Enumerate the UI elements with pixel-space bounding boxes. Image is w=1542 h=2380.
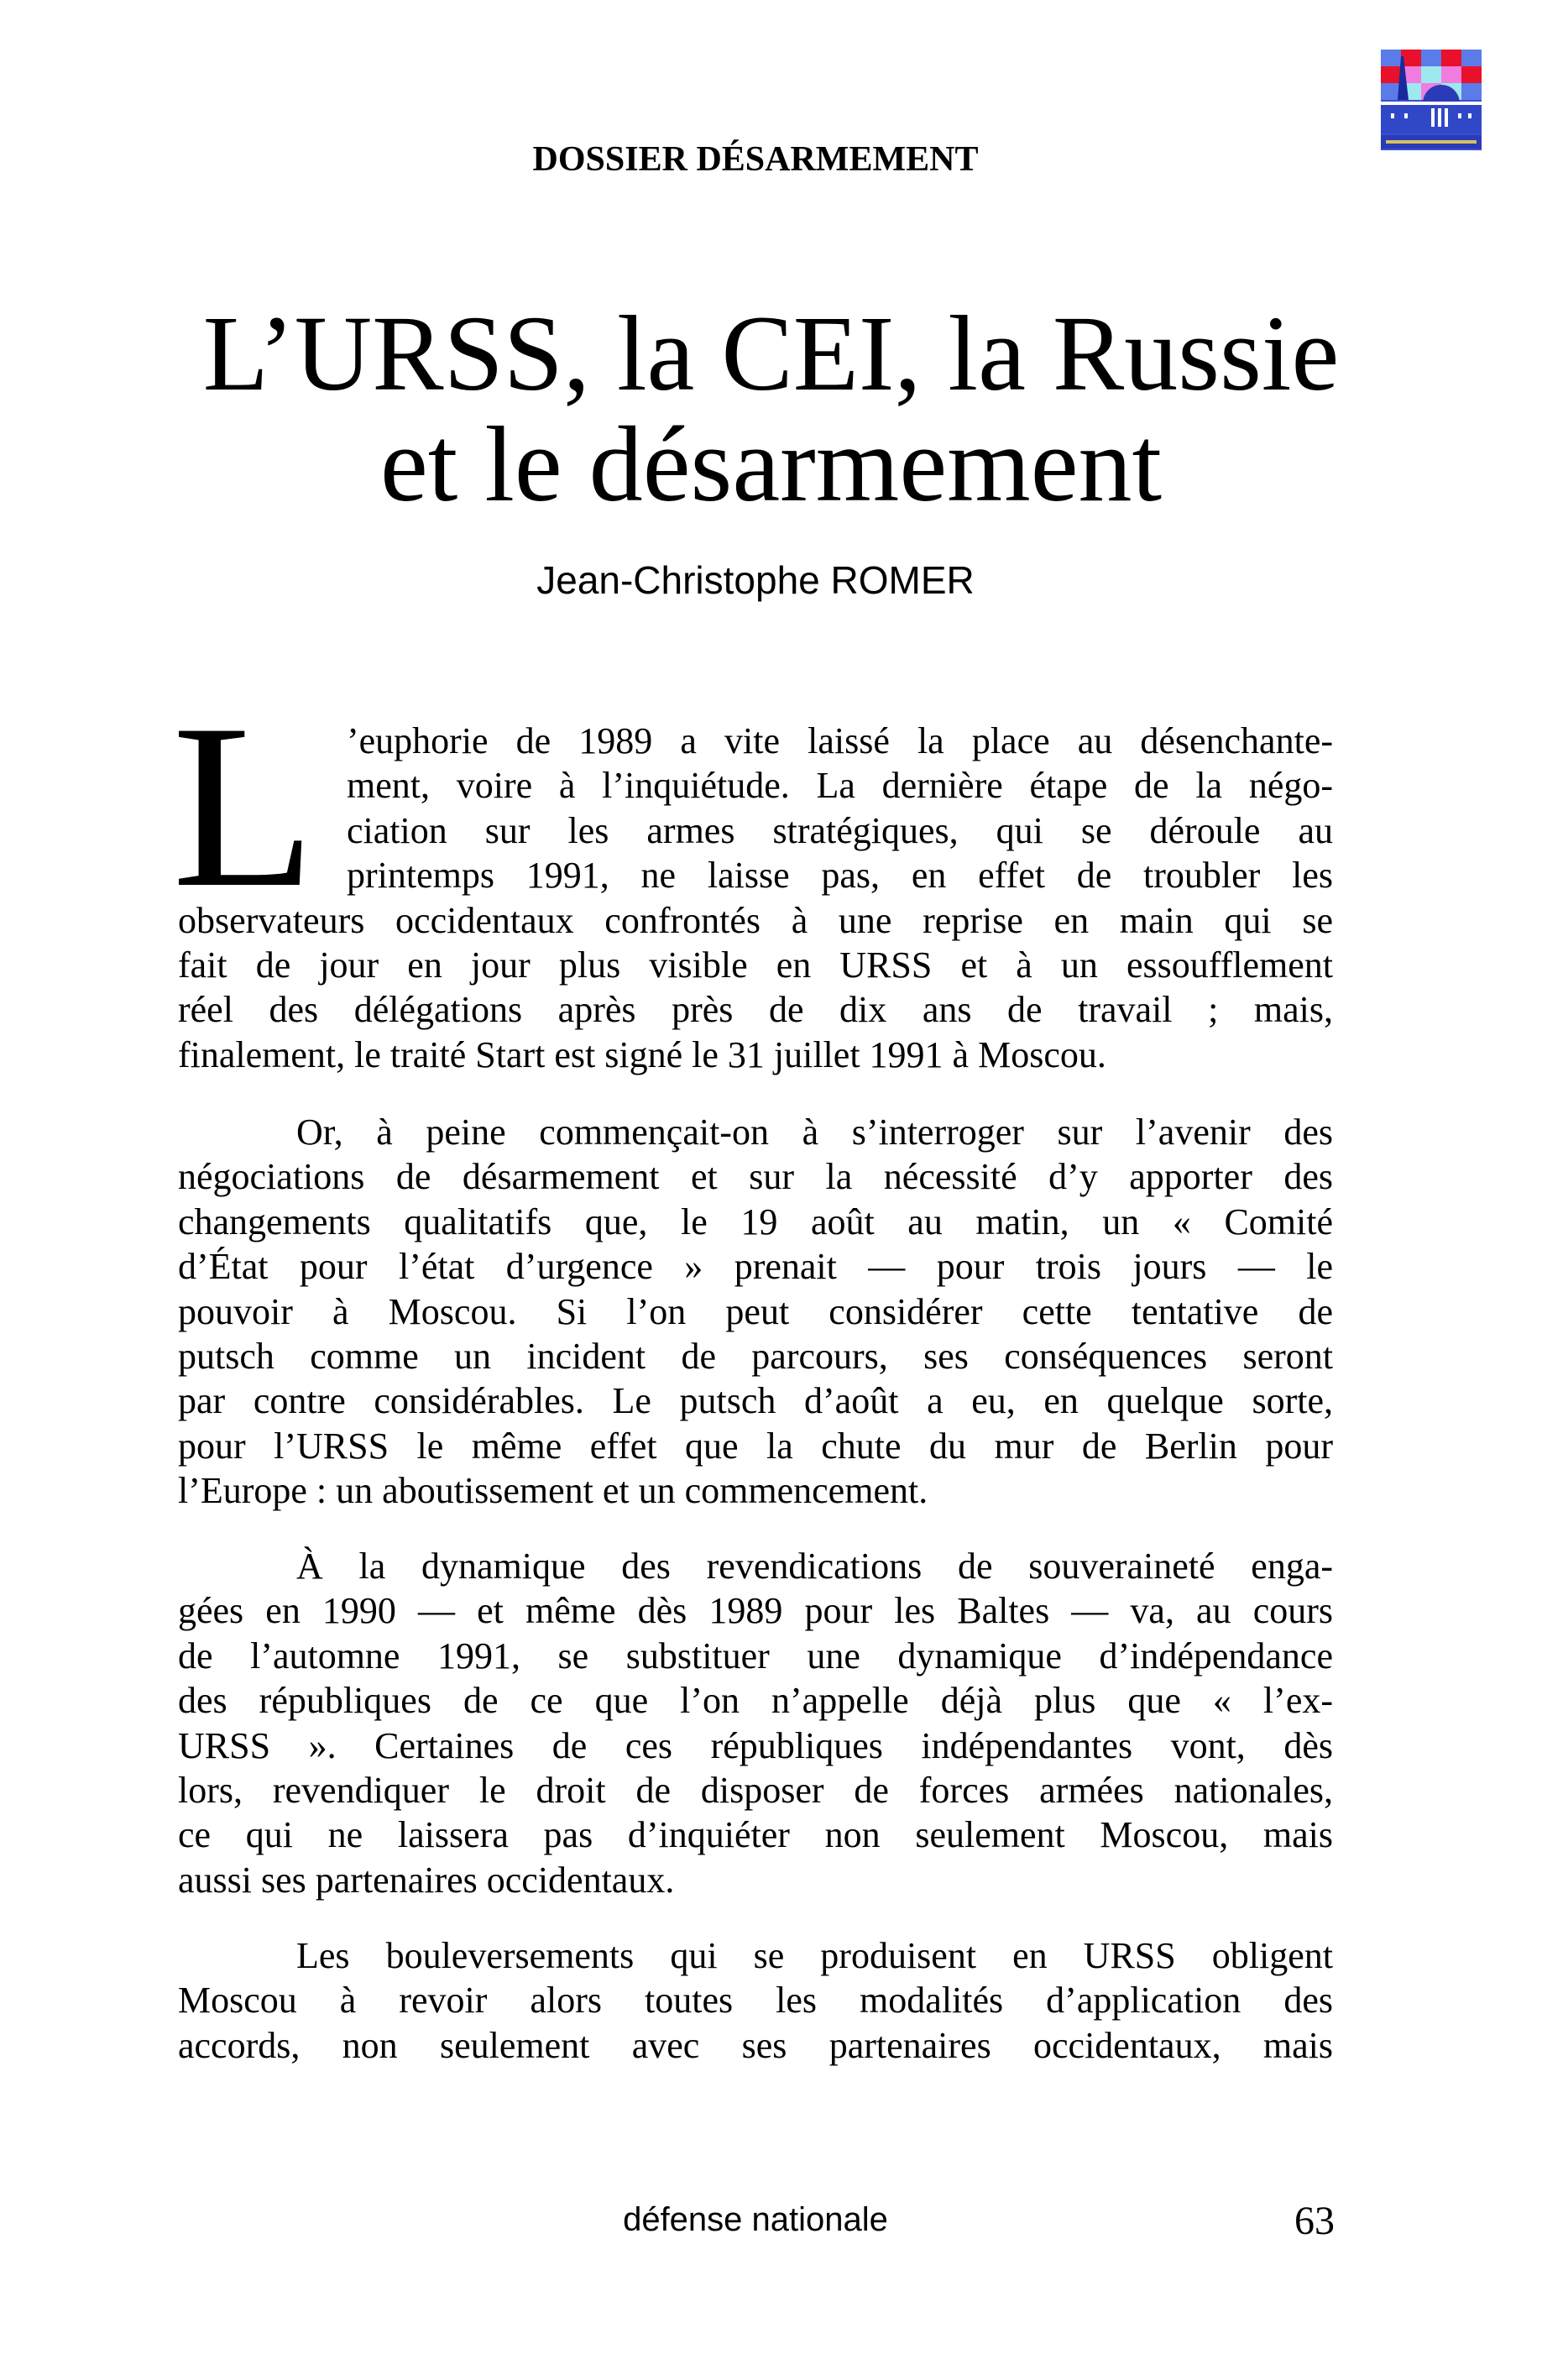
paragraph xyxy=(178,1933,1333,2068)
page-number: 63 xyxy=(1294,2199,1335,2243)
text-line: ciation sur les armes stratégiques, qui se déroule au xyxy=(347,809,1333,851)
title-line: et le désarmement xyxy=(379,405,1163,524)
text-line: ment, voire à l’inquiétude. La dernière étape de la négo- xyxy=(347,765,1333,807)
text-line: lors, revendiquer le droit de disposer de forces armées nationales, xyxy=(178,1769,1333,1811)
title-line: L’URSS, la CEI, la Russie xyxy=(202,294,1340,413)
text-line: réel des délégations après près de dix ans de travail ; mais, xyxy=(178,989,1333,1031)
text-line: pour l’URSS le même effet que la chute du mur de Berlin pour xyxy=(178,1425,1333,1467)
paragraph xyxy=(178,1110,1333,1514)
text-line: par contre considérables. Le putsch d’août a eu, en quelque sorte, xyxy=(178,1380,1333,1422)
text-line: l’Europe : un aboutissement et un commencement. xyxy=(178,1470,928,1512)
text-line: pouvoir à Moscou. Si l’on peut considérer cette tentative de xyxy=(178,1290,1333,1332)
text-line: de l’automne 1991, se substituer une dynamique d’indépendance xyxy=(178,1635,1333,1676)
text-line: gées en 1990 — et même dès 1989 pour les Baltes — va, au cours xyxy=(178,1590,1333,1632)
text-line: ce qui ne laissera pas d’inquiéter non seulement Moscou, mais xyxy=(178,1814,1333,1856)
copyright-logo xyxy=(1381,50,1482,150)
text-line: Or, à peine commençait-on à s’interroger sur l’avenir des xyxy=(296,1112,1333,1153)
text-line: putsch comme un incident de parcours, ses conséquences seront xyxy=(178,1335,1333,1377)
paragraph xyxy=(178,719,1333,1077)
text-line: d’État pour l’état d’urgence » prenait — pour trois jours — le xyxy=(178,1246,1333,1288)
author-name: Jean-Christophe ROMER xyxy=(536,558,975,602)
paragraph xyxy=(178,1544,1333,1902)
text-line: changements qualitatifs que, le 19 août au matin, un « Comité xyxy=(178,1200,1333,1242)
text-line: Les bouleversements qui se produisent en URSS obligent xyxy=(296,1935,1333,1976)
journal-name: défense nationale xyxy=(623,2201,888,2238)
text-line: URSS ». Certaines de ces républiques indépendantes vont, dès xyxy=(178,1724,1333,1766)
article-title xyxy=(0,294,1542,524)
text-line: printemps 1991, ne laisse pas, en effet de troubler les xyxy=(347,855,1333,897)
text-line: accords, non seulement avec ses partenaires occidentaux, mais xyxy=(178,2024,1333,2066)
text-line: ’euphorie de 1989 a vite laissé la place au désenchante- xyxy=(347,720,1333,761)
text-line: négociations de désarmement et sur la nécessité d’y apporter des xyxy=(178,1156,1333,1198)
text-line: finalement, le traité Start est signé le 31 juillet 1991 à Moscou. xyxy=(178,1033,1106,1075)
text-line: des républiques de ce que l’on n’appelle déjà plus que « l’ex- xyxy=(178,1680,1333,1722)
text-line: fait de jour en jour plus visible en URSS et à un essoufflement xyxy=(178,944,1333,986)
section-heading: DOSSIER DÉSARMEMENT xyxy=(532,140,979,179)
text-line: aussi ses partenaires occidentaux. xyxy=(178,1859,675,1901)
drop-cap: L xyxy=(172,675,316,936)
text-line: À la dynamique des revendications de souveraineté enga- xyxy=(296,1546,1333,1587)
text-line: observateurs occidentaux confrontés à une reprise en main qui se xyxy=(178,899,1333,941)
text-line: Moscou à revoir alors toutes les modalités d’application des xyxy=(178,1980,1333,2022)
